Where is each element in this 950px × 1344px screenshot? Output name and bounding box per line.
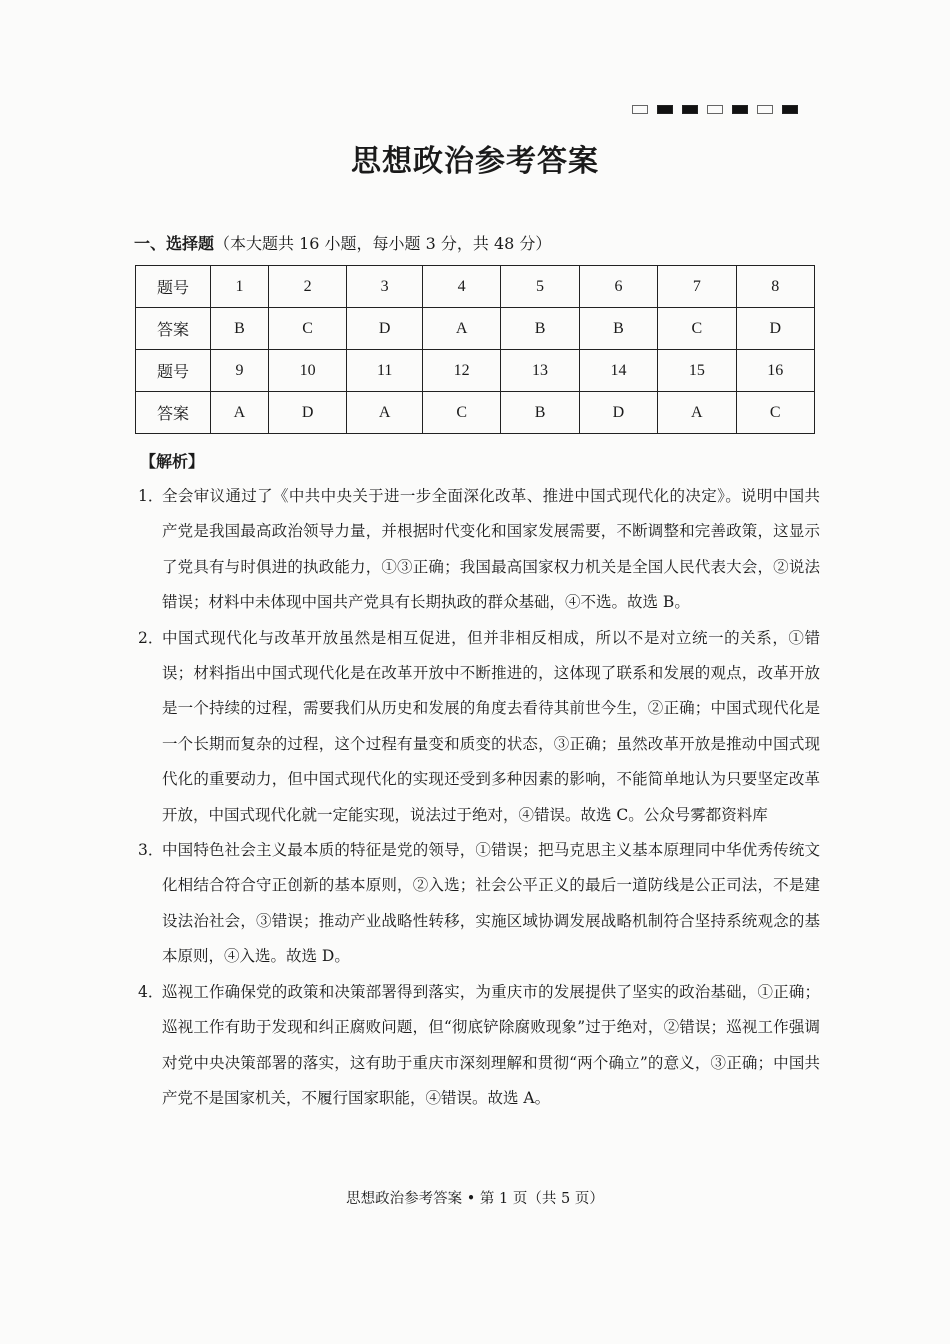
item-text: 巡视工作确保党的政策和决策部署得到落实，为重庆市的发展提供了坚实的政治基础，①正确；巡视工作有助于发现和纠正腐败问题，但“彻底铲除腐败现象”过于绝对，②错误；巡视工作强调对党中央决策部署的落实，这有助于重庆市深刻理解和贯彻“两个确立”的意义，③正确；中国共产党不是国家机关，不履行国家职能，④错误。故选 A。: [162, 982, 820, 1107]
question-number: 2: [268, 266, 346, 308]
header-marks: [632, 105, 798, 114]
section-heading: [134, 231, 551, 254]
question-number: 4: [422, 266, 500, 308]
table-row-answers-2: [136, 392, 815, 434]
header-mark: [632, 105, 648, 114]
answer-cell: A: [658, 392, 736, 434]
answer-table: [135, 265, 815, 434]
analysis-item: [138, 479, 820, 621]
answer-cell: A: [347, 392, 423, 434]
analysis-item: [138, 975, 820, 1117]
section-label: 一、选择题: [134, 234, 215, 253]
answer-cell: D: [736, 308, 814, 350]
answer-cell: D: [268, 392, 346, 434]
answer-cell: D: [347, 308, 423, 350]
table-row-numbers-1: [136, 266, 815, 308]
answer-cell: B: [501, 308, 579, 350]
row-label: 题号: [136, 350, 211, 392]
answer-cell: C: [268, 308, 346, 350]
item-number: 3．: [138, 841, 164, 860]
question-number: 8: [736, 266, 814, 308]
analysis-heading: 【解析】: [140, 452, 205, 471]
page-footer: 思想政治参考答案 • 第 1 页（共 5 页）: [346, 1191, 604, 1207]
header-mark: [682, 105, 698, 114]
question-number: 5: [501, 266, 579, 308]
answer-cell: D: [579, 392, 657, 434]
question-number: 12: [422, 350, 500, 392]
item-text: 中国特色社会主义最本质的特征是党的领导，①错误；把马克思主义基本原理同中华优秀传统文化相结合符合守正创新的基本原则，②入选；社会公平正义的最后一道防线是公正司法，不是建设法治社会，③错误；推动产业战略性转移，实施区域协调发展战略机制符合坚持系统观念的基本原则，④入选。故选 D。: [162, 841, 820, 966]
answer-cell: B: [579, 308, 657, 350]
question-number: 7: [658, 266, 736, 308]
page-title: 思想政治参考答案: [351, 144, 599, 179]
item-number: 1．: [138, 487, 164, 505]
question-number: 13: [501, 350, 579, 392]
answer-cell: B: [501, 392, 579, 434]
header-mark: [757, 105, 773, 114]
header-mark: [707, 105, 723, 114]
question-number: 14: [579, 350, 657, 392]
answer-cell: C: [736, 392, 814, 434]
row-label: 答案: [136, 308, 211, 350]
answer-cell: C: [658, 308, 736, 350]
question-number: 15: [658, 350, 736, 392]
question-number: 6: [579, 266, 657, 308]
item-number: 4．: [138, 982, 164, 1001]
question-number: 16: [736, 350, 814, 392]
question-number: 1: [211, 266, 269, 308]
item-text: 中国式现代化与改革开放虽然是相互促进，但并非相反相成，所以不是对立统一的关系，①错误；材料指出中国式现代化是在改革开放中不断推进的，这体现了联系和发展的观点，改革开放是一个持续的过程，需要我们从历史和发展的角度去看待其前世今生，②正确；中国式现代化是一个长期而复杂的过程，这个过程有量变和质变的状态，③正确；虽然改革开放是推动中国式现代化的重要动力，但中国式现代化的实现还受到多种因素的影响，不能简单地认为只要坚定改革开放，中国式现代化就一定能实现，说法过于绝对，④错误。故选 C。公众号雾都资料库: [162, 628, 820, 824]
item-number: 2．: [138, 628, 164, 647]
header-mark: [732, 105, 748, 114]
row-label: 答案: [136, 392, 211, 434]
question-number: 9: [211, 350, 269, 392]
question-number: 10: [268, 350, 346, 392]
table-row-numbers-2: [136, 350, 815, 392]
analysis-item: [138, 621, 820, 833]
header-mark: [657, 105, 673, 114]
question-number: 11: [347, 350, 423, 392]
answer-cell: A: [422, 308, 500, 350]
section-note: （本大题共 16 小题，每小题 3 分，共 48 分）: [214, 234, 552, 253]
question-number: 3: [347, 266, 423, 308]
answer-cell: C: [422, 392, 500, 434]
analysis-item: [138, 833, 820, 975]
row-label: 题号: [136, 266, 211, 308]
answer-cell: A: [211, 392, 269, 434]
item-text: 全会审议通过了《中共中央关于进一步全面深化改革、推进中国式现代化的决定》。说明中国共产党是我国最高政治领导力量，并根据时代变化和国家发展需要，不断调整和完善政策，这显示了党具有与时俱进的执政能力，①③正确；我国最高国家权力机关是全国人民代表大会，②说法错误；材料中未体现中国共产党具有长期执政的群众基础，④不选。故选 B。: [162, 487, 820, 612]
analysis-list: [138, 479, 820, 1116]
table-row-answers-1: [136, 308, 815, 350]
answer-cell: B: [211, 308, 269, 350]
header-mark: [782, 105, 798, 114]
